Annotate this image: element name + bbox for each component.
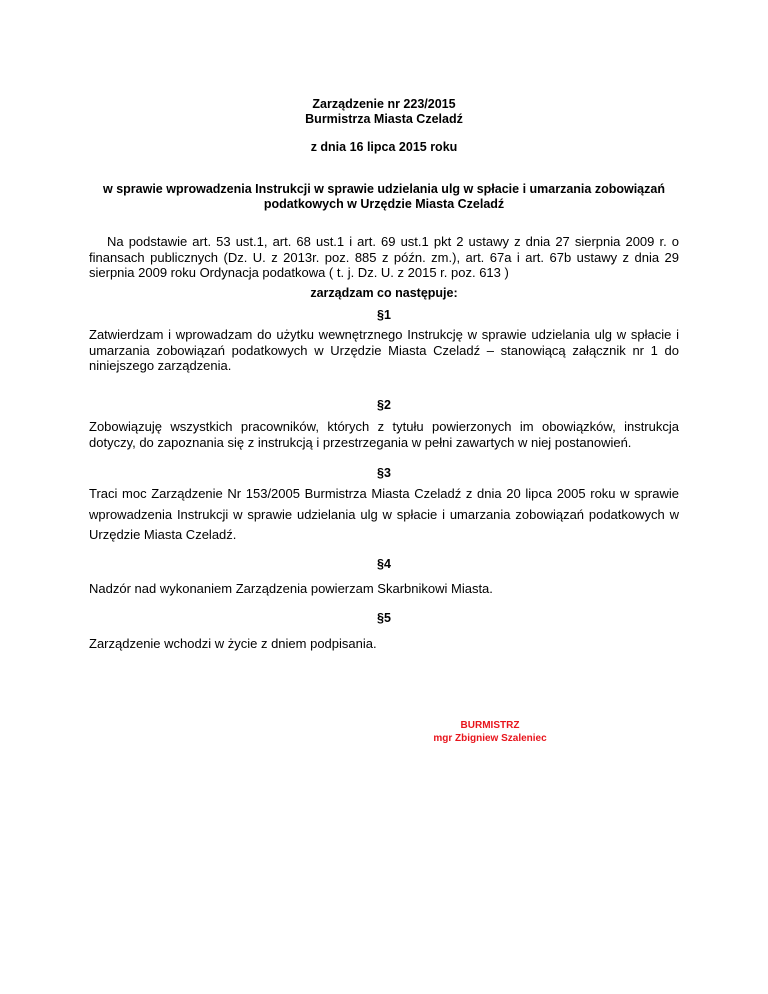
document-title (0, 97, 768, 127)
title-line-1: Zarządzenie nr 223/2015 (312, 97, 456, 111)
section-5-mark: §5 (377, 611, 391, 625)
section-3-mark: §3 (377, 466, 391, 480)
subject-line-2: podatkowych w Urzędzie Miasta Czeladź (263, 197, 505, 211)
section-3-text: Traci moc Zarządzenie Nr 153/2005 Burmistrza Miasta Czeladź z dnia 20 lipca 2005 roku w sprawie wprowadzenia Instrukcji w sprawie udzielania ulg w spłacie i umarzania zobowiązań podatkowych w Urzędzie Miasta Czeladź. (89, 486, 679, 542)
title-line-2: Burmistrza Miasta Czeladź (305, 112, 463, 126)
subject-line-1: w sprawie wprowadzenia Instrukcji w sprawie udzielania ulg w spłacie i umarzania zobowiązań (103, 182, 665, 196)
decree-heading: zarządzam co następuje: (310, 286, 458, 300)
section-1-mark: §1 (377, 308, 391, 322)
section-2-text: Zobowiązuję wszystkich pracowników, których z tytułu powierzonych im obowiązków, instrukcja dotyczy, do zapoznania się z instrukcją i przestrzegania w pełni zawartych w niej postanowień. (89, 419, 679, 450)
signature-name: mgr Zbigniew Szaleniec (433, 733, 547, 744)
document-date: z dnia 16 lipca 2015 roku (310, 140, 458, 154)
section-1-text: Zatwierdzam i wprowadzam do użytku wewnętrznego Instrukcję w sprawie udzielania ulg w spłacie i umarzania zobowiązań podatkowych w Urzędzie Miasta Czeladź – stanowiącą załącznik nr 1 do niniejszego zarządzenia. (89, 327, 679, 373)
signature-role: BURMISTRZ (460, 720, 520, 731)
document-subject (0, 182, 768, 212)
section-2-mark: §2 (377, 398, 391, 412)
section-4-text: Nadzór nad wykonaniem Zarządzenia powierzam Skarbnikowi Miasta. (89, 581, 493, 596)
legal-basis-paragraph: Na podstawie art. 53 ust.1, art. 68 ust.1 i art. 69 ust.1 pkt 2 ustawy z dnia 27 sierpnia 2009 r. o finansach publicznych (Dz. U. z 2013r. poz. 885 z późn. zm.), art. 67a i art. 67b ustawy z dnia 29 sierpnia 2009 roku Ordynacja podatkowa ( t. j. Dz. U. z 2015 r. poz. 613 ) (89, 234, 679, 280)
signature-block (410, 719, 570, 745)
section-5-text: Zarządzenie wchodzi w życie z dniem podpisania. (89, 636, 377, 651)
section-4-mark: §4 (377, 557, 391, 571)
